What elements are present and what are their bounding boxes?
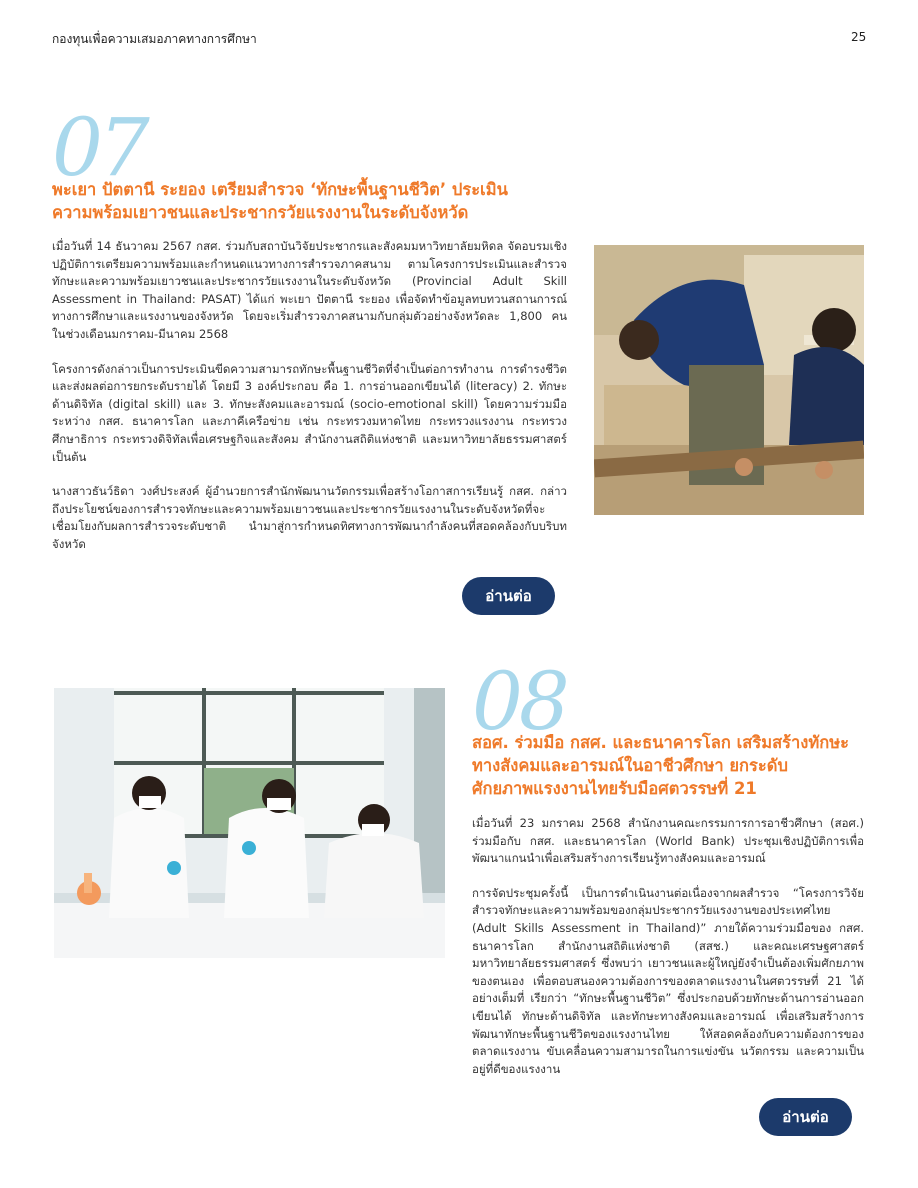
article-title [472,731,872,800]
read-more-button[interactable]: อ่านต่อ [759,1098,852,1136]
article-number: 07 [52,101,146,194]
read-more-button[interactable]: อ่านต่อ [462,577,555,615]
article-title-line: สอศ. ร่วมมือ กสศ. และธนาคารโลก เสริมสร้างทักษะ [472,733,849,752]
paragraph: เมื่อวันที่ 14 ธันวาคม 2567 กสศ. ร่วมกับสถาบันวิจัยประชากรและสังคมมหาวิทยาลัยมหิดล จัดอบรมเชิงปฏิบัติการเตรียมความพร้อมและกำหนดแนวทางการสำรวจภาคสนาม ตามโครงการประเมินและสำรวจทักษะและความพร้อมเยาวชนและประชากรวัยแรงงานในระดับจังหวัด (Provincial Adult Skill Assessment in Thailand: PASAT) ได้แก่ พะเยา ปัตตานี ระยอง เพื่อจัดทำข้อมูลทบทวนสถานการณ์ทางการศึกษาและแรงงานของจังหวัด โดยจะเริ่มสำรวจภาคสนามกับกลุ่มตัวอย่างจังหวัดละ 1,800 คน ในช่วงเดือนมกราคม-มีนาคม 2568 [52,239,567,341]
paragraph: นางสาวธันว์ธิดา วงศ์ประสงค์ ผู้อำนวยการสำนักพัฒนานวัตกรรมเพื่อสร้างโอกาสการเรียนรู้ กสศ. กล่าวถึงประโยชน์ของการสำรวจทักษะและความพร้อมเยาวชนและประชากรวัยแรงงานในระดับจังหวัดที่จะเชื่อมโยงกับผลการสำรวจระดับชาติ นำมาสู่การกำหนดทิศทางการพัฒนากำลังคนที่สอดคล้องกับบริบทจังหวัด [52,484,567,551]
article-body [52,238,567,571]
workers-photo [594,245,864,515]
article-title-line: ความพร้อมเยาวชนและประชากรวัยแรงงานในระดับจังหวัด [52,203,469,222]
article-title-line: ทางสังคมและอารมณ์ในอาชีวศึกษา ยกระดับ [472,756,788,775]
article-title-line: ศักยภาพแรงงานไทยรับมือศตวรรษที่ 21 [472,779,757,798]
paragraph: เมื่อวันที่ 23 มกราคม 2568 สำนักงานคณะกรรมการการอาชีวศึกษา (สอศ.) ร่วมมือกับ กสศ. และธนาคารโลก (World Bank) ประชุมเชิงปฏิบัติการเพื่อพัฒนาแกนนำเพื่อเสริมสร้างการเรียนรู้ทางสังคมและอารมณ์ [472,816,864,866]
article-title [52,178,592,224]
article-body [472,815,864,1095]
article-number: 08 [472,655,566,748]
lab-students-photo [54,688,445,958]
running-header: กองทุนเพื่อความเสมอภาคทางการศึกษา [52,32,257,46]
paragraph: โครงการดังกล่าวเป็นการประเมินขีดความสามารถทักษะพื้นฐานชีวิตที่จำเป็นต่อการทำงาน การดำรงชีวิตและส่งผลต่อการยกระดับรายได้ โดยมี 3 องค์ประกอบ คือ 1. การอ่านออกเขียนได้ (literacy) 2. ทักษะด้านดิจิทัล (digital skill) และ 3. ทักษะสังคมและอารมณ์ (socio-emotional skill) โดยความร่วมมือระหว่าง กสศ. ธนาคารโลก และภาคีเครือข่าย เช่น กระทรวงมหาดไทย กระทรวงแรงงาน กระทรวงศึกษาธิการ กระทรวงดิจิทัลเพื่อเศรษฐกิจและสังคม สำนักงานสถิติแห่งชาติ และมหาวิทยาลัยธรรมศาสตร์ เป็นต้น [52,361,567,464]
article-title-line: พะเยา ปัตตานี ระยอง เตรียมสำรวจ ‘ทักษะพื้นฐานชีวิต’ ประเมิน [52,180,508,199]
page-number: 25 [851,30,867,44]
paragraph: การจัดประชุมครั้งนี้ เป็นการดำเนินงานต่อเนื่องจากผลสำรวจ “โครงการวิจัยสำรวจทักษะและความพร้อมของกลุ่มประชากรวัยแรงงานของประเทศไทย (Adult Skills Assessment in Thailand)” ภายใต้ความร่วมมือของ กสศ. ธนาคารโลก สำนักงานสถิติแห่งชาติ (สสช.) และคณะเศรษฐศาสตร์ มหาวิทยาลัยธรรมศาสตร์ ซึ่งพบว่า เยาวชนและผู้ใหญ่ยังจำเป็นต้องเพิ่มศักยภาพของตนเอง เพื่อตอบสนองความต้องการของตลาดแรงงานในศตวรรษที่ 21 ได้อย่างเต็มที่ เรียกว่า “ทักษะพื้นฐานชีวิต” ซึ่งประกอบด้วยทักษะด้านการอ่านออกเขียนได้ ทักษะด้านดิจิทัล และทักษะทางสังคมและอารมณ์ เพื่อเสริมสร้างการพัฒนาทักษะพื้นฐานชีวิตของแรงงานไทย ให้สอดคล้องกับความต้องการของตลาดแรงงาน ขับเคลื่อนความสามารถในการแข่งขัน นวัตกรรม และความเป็นอยู่ที่ดีของแรงงาน [472,885,864,1076]
